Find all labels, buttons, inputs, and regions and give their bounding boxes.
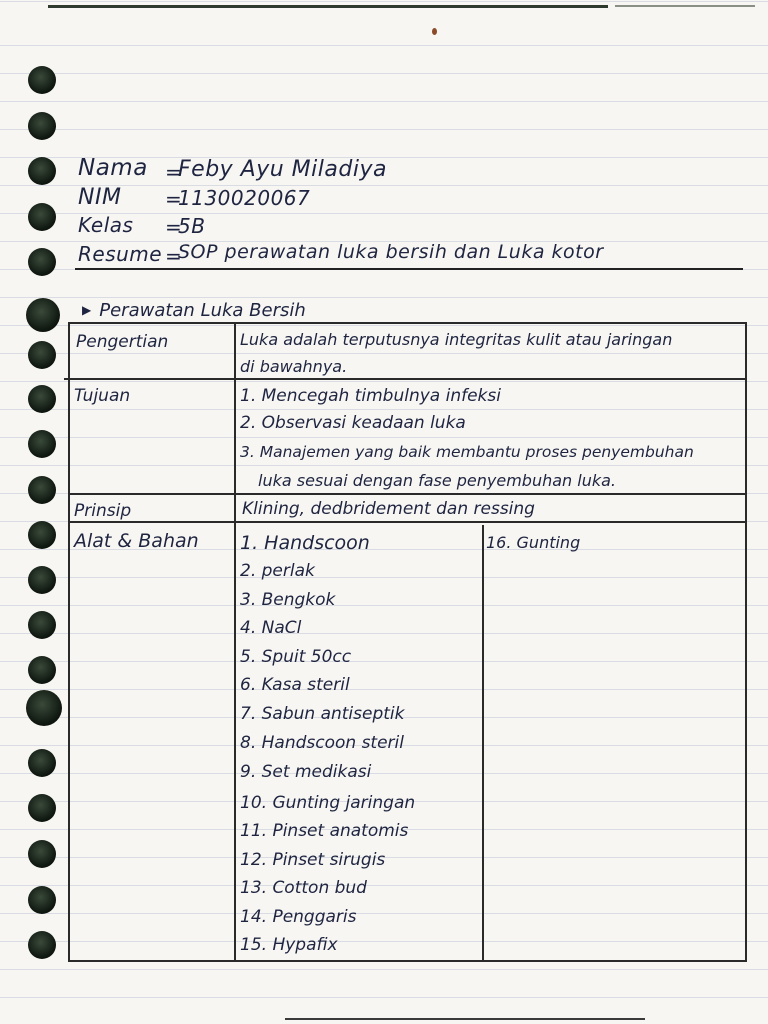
ink-speck bbox=[432, 28, 437, 35]
tool-item: 6. Kasa steril bbox=[240, 675, 350, 695]
binder-hole bbox=[28, 112, 56, 140]
resume-separator: = bbox=[165, 244, 183, 268]
binder-hole bbox=[28, 521, 56, 549]
table-right-border bbox=[745, 322, 747, 962]
name-separator: = bbox=[165, 160, 183, 184]
tool-item: 9. Set medikasi bbox=[240, 762, 372, 782]
tujuan-line: 1. Mencegah timbulnya infeksi bbox=[240, 386, 501, 406]
class-separator: = bbox=[165, 215, 183, 239]
binder-hole bbox=[28, 749, 56, 777]
row-divider bbox=[70, 521, 747, 523]
table-column-divider bbox=[234, 322, 236, 962]
header-underline bbox=[75, 268, 743, 270]
tools-column-divider bbox=[482, 525, 484, 962]
binder-hole bbox=[28, 611, 56, 639]
binder-hole bbox=[28, 430, 56, 458]
top-margin-line-faint bbox=[615, 5, 755, 7]
pengertian-line: Luka adalah terputusnya integritas kulit atau jaringan bbox=[240, 330, 673, 349]
nim-value: 1130020067 bbox=[178, 186, 311, 210]
tool-item: 15. Hypafix bbox=[240, 935, 338, 955]
resume-label: Resume bbox=[78, 242, 163, 266]
binder-hole bbox=[28, 794, 56, 822]
pengertian-label: Pengertian bbox=[76, 332, 169, 352]
binder-hole bbox=[28, 341, 56, 369]
tool-item: 5. Spuit 50cc bbox=[240, 647, 352, 667]
table-bottom-border bbox=[70, 960, 747, 962]
tujuan-line: 3. Manajemen yang baik membantu proses penyembuhan bbox=[240, 443, 694, 461]
tool-item: 12. Pinset sirugis bbox=[240, 850, 386, 870]
binder-hole bbox=[26, 298, 60, 332]
binder-hole bbox=[28, 476, 56, 504]
alat-bahan-label: Alat & Bahan bbox=[74, 530, 199, 552]
tool-item: 13. Cotton bud bbox=[240, 878, 367, 898]
class-value: 5B bbox=[178, 214, 206, 238]
tool-item: 16. Gunting bbox=[486, 533, 581, 552]
section-title-text: Perawatan Luka Bersih bbox=[99, 300, 306, 321]
nim-label: NIM bbox=[78, 185, 122, 210]
row-divider bbox=[70, 493, 747, 495]
binder-hole bbox=[28, 566, 56, 594]
row-divider bbox=[64, 378, 747, 380]
prinsip-label: Prinsip bbox=[74, 501, 132, 521]
name-value: Feby Ayu Miladiya bbox=[178, 157, 387, 182]
tool-item: 3. Bengkok bbox=[240, 590, 336, 610]
table-left-border bbox=[68, 322, 70, 962]
binder-hole bbox=[28, 66, 56, 94]
triangle-bullet-icon: ▶ bbox=[82, 303, 92, 317]
binder-hole bbox=[28, 248, 56, 276]
section-title bbox=[82, 300, 306, 321]
binder-hole bbox=[28, 203, 56, 231]
tujuan-label: Tujuan bbox=[74, 386, 131, 406]
table-top-border bbox=[70, 322, 747, 324]
prinsip-text: Klining, dedbridement dan ressing bbox=[242, 499, 535, 519]
bottom-margin-line bbox=[285, 1018, 645, 1020]
top-margin-line bbox=[48, 5, 608, 8]
name-label: Nama bbox=[78, 155, 148, 181]
binder-hole bbox=[28, 931, 56, 959]
binder-hole bbox=[28, 840, 56, 868]
binder-hole bbox=[28, 385, 56, 413]
pengertian-line: di bawahnya. bbox=[240, 357, 348, 376]
class-label: Kelas bbox=[78, 213, 134, 237]
tool-item: 4. NaCl bbox=[240, 618, 302, 638]
binder-hole bbox=[28, 157, 56, 185]
tool-item: 2. perlak bbox=[240, 561, 315, 581]
tool-item: 14. Penggaris bbox=[240, 907, 357, 927]
tool-item: 1. Handscoon bbox=[240, 532, 370, 554]
tool-item: 8. Handscoon steril bbox=[240, 733, 404, 753]
resume-value: SOP perawatan luka bersih dan Luka kotor bbox=[178, 241, 604, 263]
binder-hole bbox=[28, 886, 56, 914]
tujuan-line: 2. Observasi keadaan luka bbox=[240, 413, 466, 433]
tool-item: 11. Pinset anatomis bbox=[240, 821, 409, 841]
tool-item: 7. Sabun antiseptik bbox=[240, 704, 405, 724]
binder-hole bbox=[28, 656, 56, 684]
tujuan-line: luka sesuai dengan fase penyembuhan luka. bbox=[258, 471, 617, 490]
nim-separator: = bbox=[165, 187, 183, 211]
tool-item: 10. Gunting jaringan bbox=[240, 793, 416, 813]
binder-hole bbox=[26, 690, 62, 726]
